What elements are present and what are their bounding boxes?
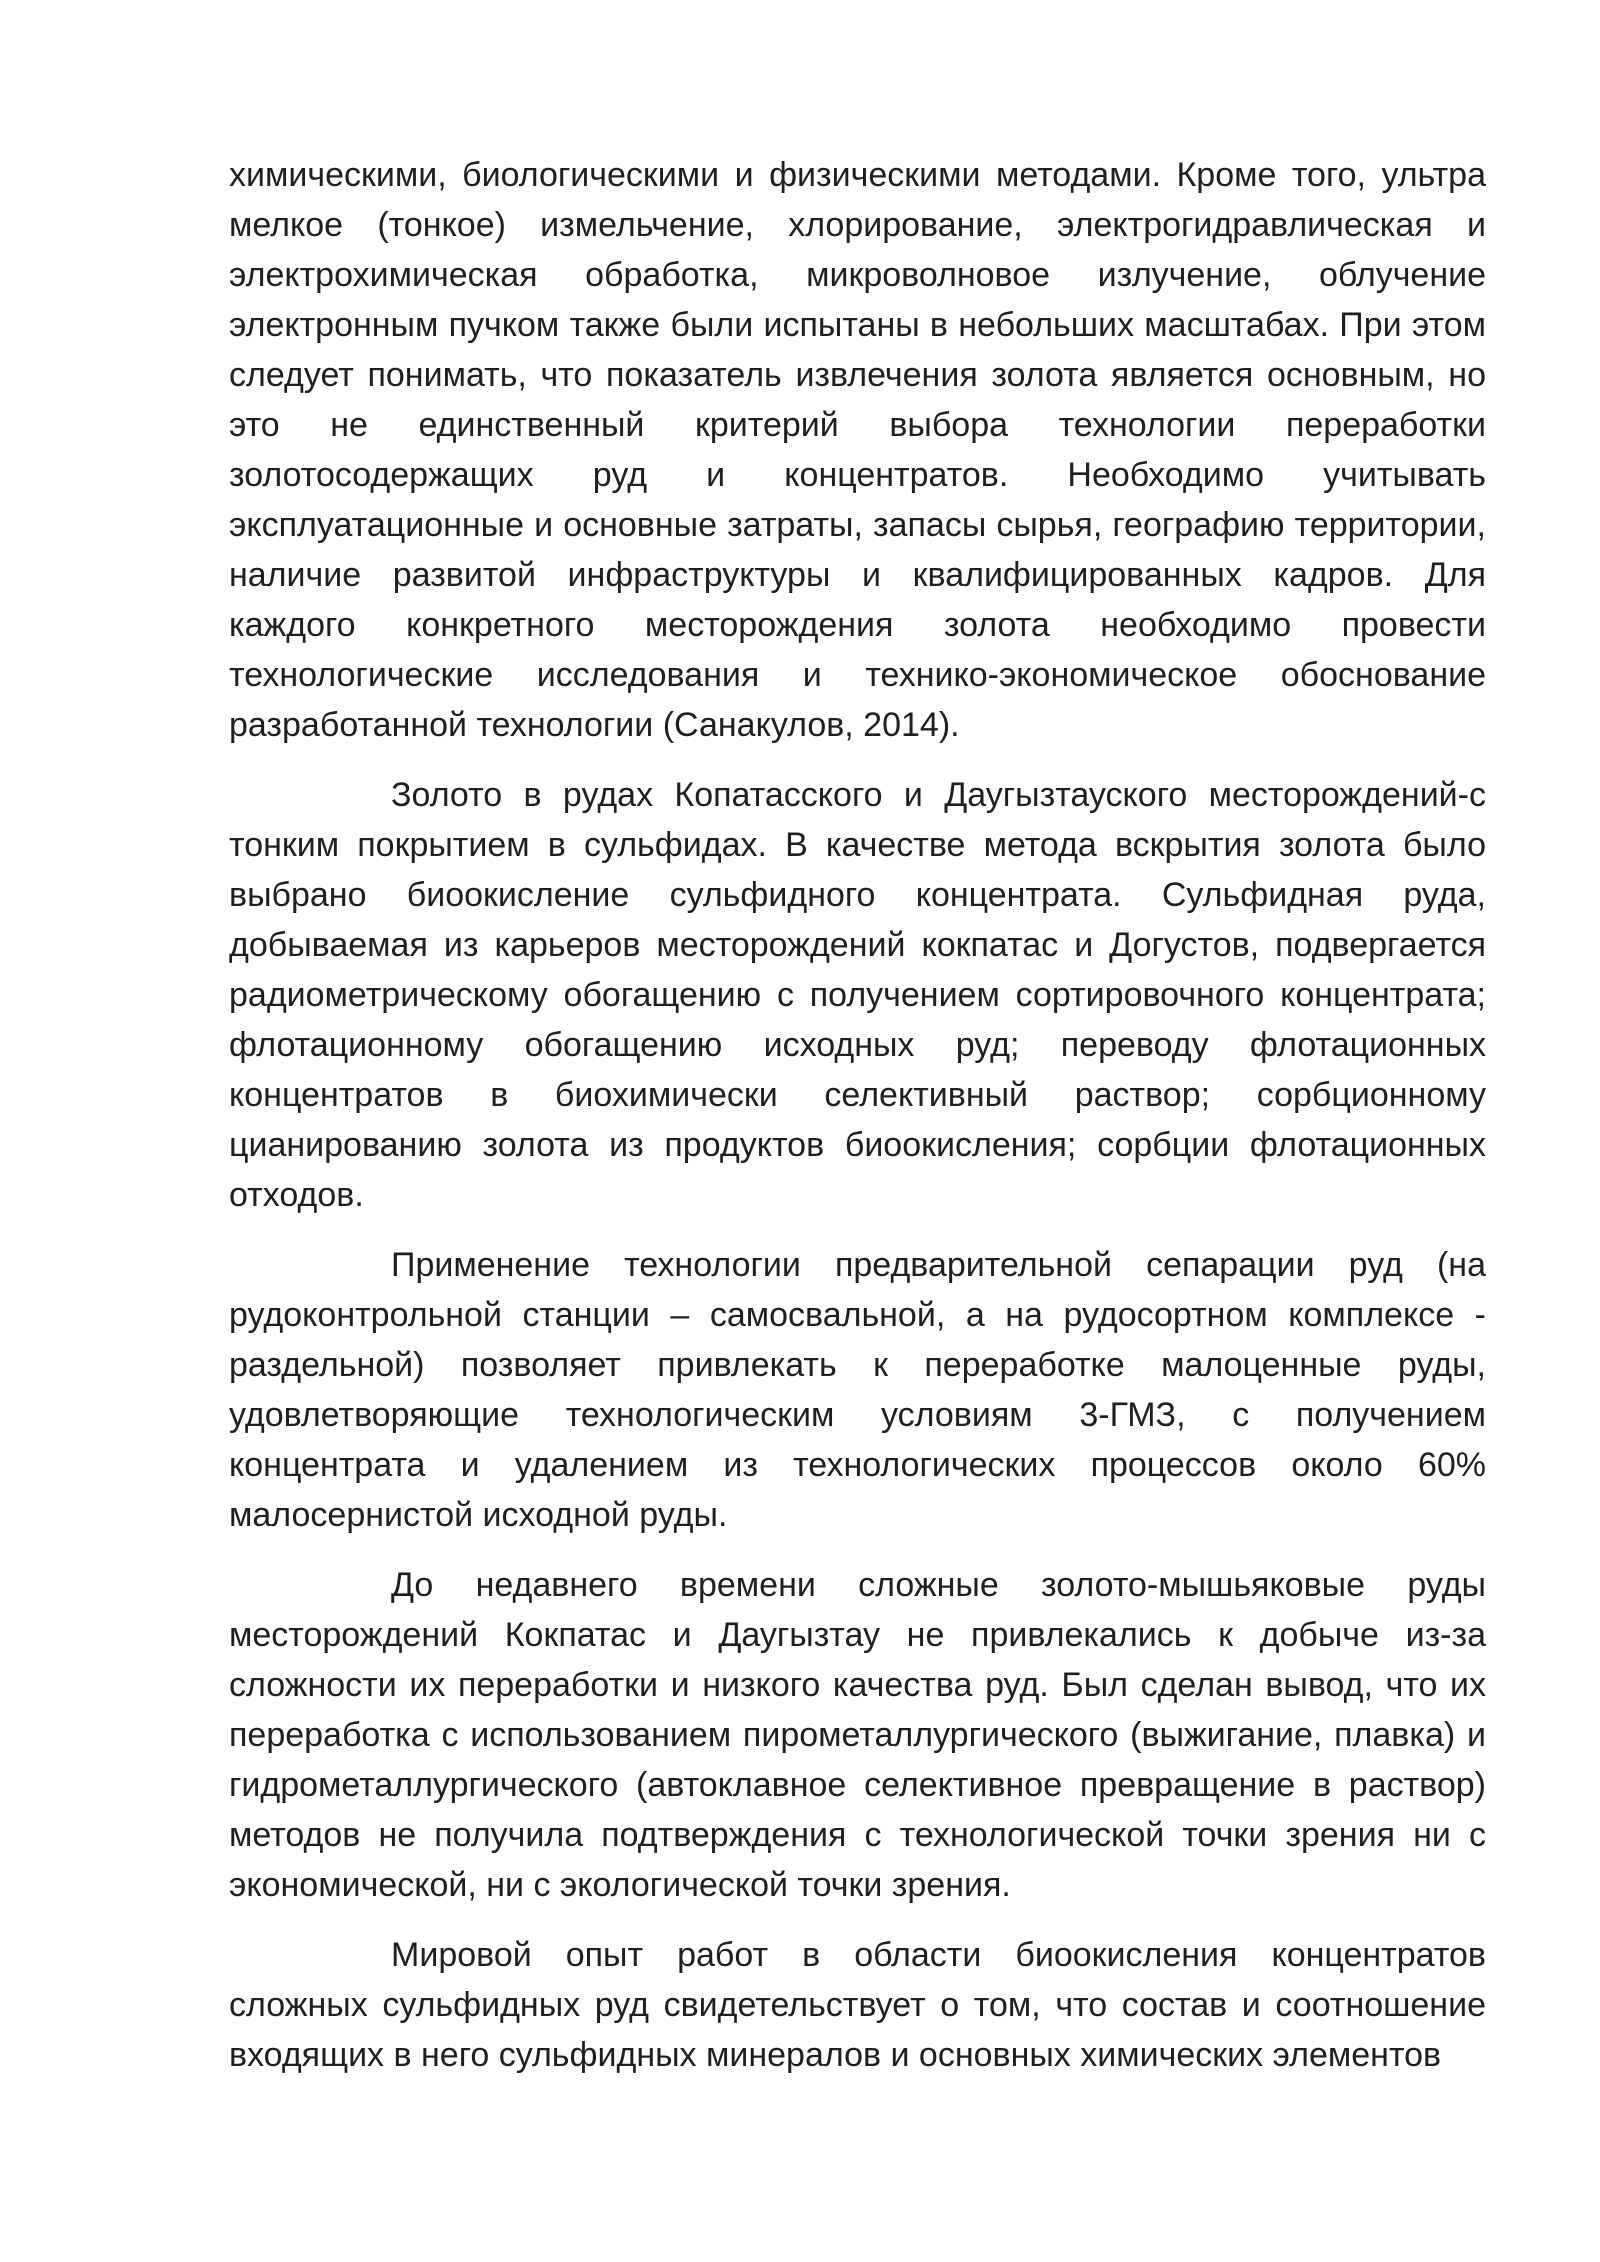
paragraph-arsenic-ores: До недавнего времени сложные золото-мышьяковые руды месторождений Кокпатас и Даугызтау не привлекались к добыче из-за сложности их переработки и низкого качества руд. Был сделан вывод, что их переработка с использованием пирометаллургического (выжигание, плавка) и гидрометаллургического (автоклавное селективное превращение в раствор) методов не получила подтверждения с технологической точки зрения ни с экономической, ни с экологической точки зрения. [229,1566,1486,1904]
paragraph-gold-deposits: Золото в рудах Копатасского и Даугызтауского месторождений-с тонким покрытием в сульфидах. В качестве метода вскрытия золота было выбрано биоокисление сульфидного концентрата. Сульфидная руда, добываемая из карьеров месторождений кокпатас и Догустов, подвергается радиометрическому обогащению с получением сортировочного концентрата; флотационному обогащению исходных руд; переводу флотационных концентратов в биохимически селективный раствор; сорбционному цианированию золота из продуктов биоокисления; сорбции флотационных отходов. [229,776,1486,1214]
body-text [229,150,1486,2100]
paragraph-world-experience: Мировой опыт работ в области биоокисления концентратов сложных сульфидных руд свидетельствует о том, что состав и соотношение входящих в него сульфидных минералов и основных химических элементов [229,1936,1486,2074]
paragraph-ore-separation: Применение технологии предварительной сепарации руд (на рудоконтрольной станции – самосвальной, а на рудосортном комплексе - раздельной) позволяет привлекать к переработке малоценные руды, удовлетворяющие технологическим условиям 3-ГМЗ, с получением концентрата и удалением из технологических процессов около 60% малосернистой исходной руды. [229,1246,1486,1534]
paragraph-continued: химическими, биологическими и физическими методами. Кроме того, ультра мелкое (тонкое) измельчение, хлорирование, электрогидравлическая и электрохимическая обработка, микроволновое излучение, облучение электронным пучком также были испытаны в небольших масштабах. При этом следует понимать, что показатель извлечения золота является основным, но это не единственный критерий выбора технологии переработки золотосодержащих руд и концентратов. Необходимо учитывать эксплуатационные и основные затраты, запасы сырья, географию территории, наличие развитой инфраструктуры и квалифицированных кадров. Для каждого конкретного месторождения золота необходимо провести технологические исследования и технико-экономическое обоснование разработанной технологии (Санакулов, 2014). [229,156,1486,744]
